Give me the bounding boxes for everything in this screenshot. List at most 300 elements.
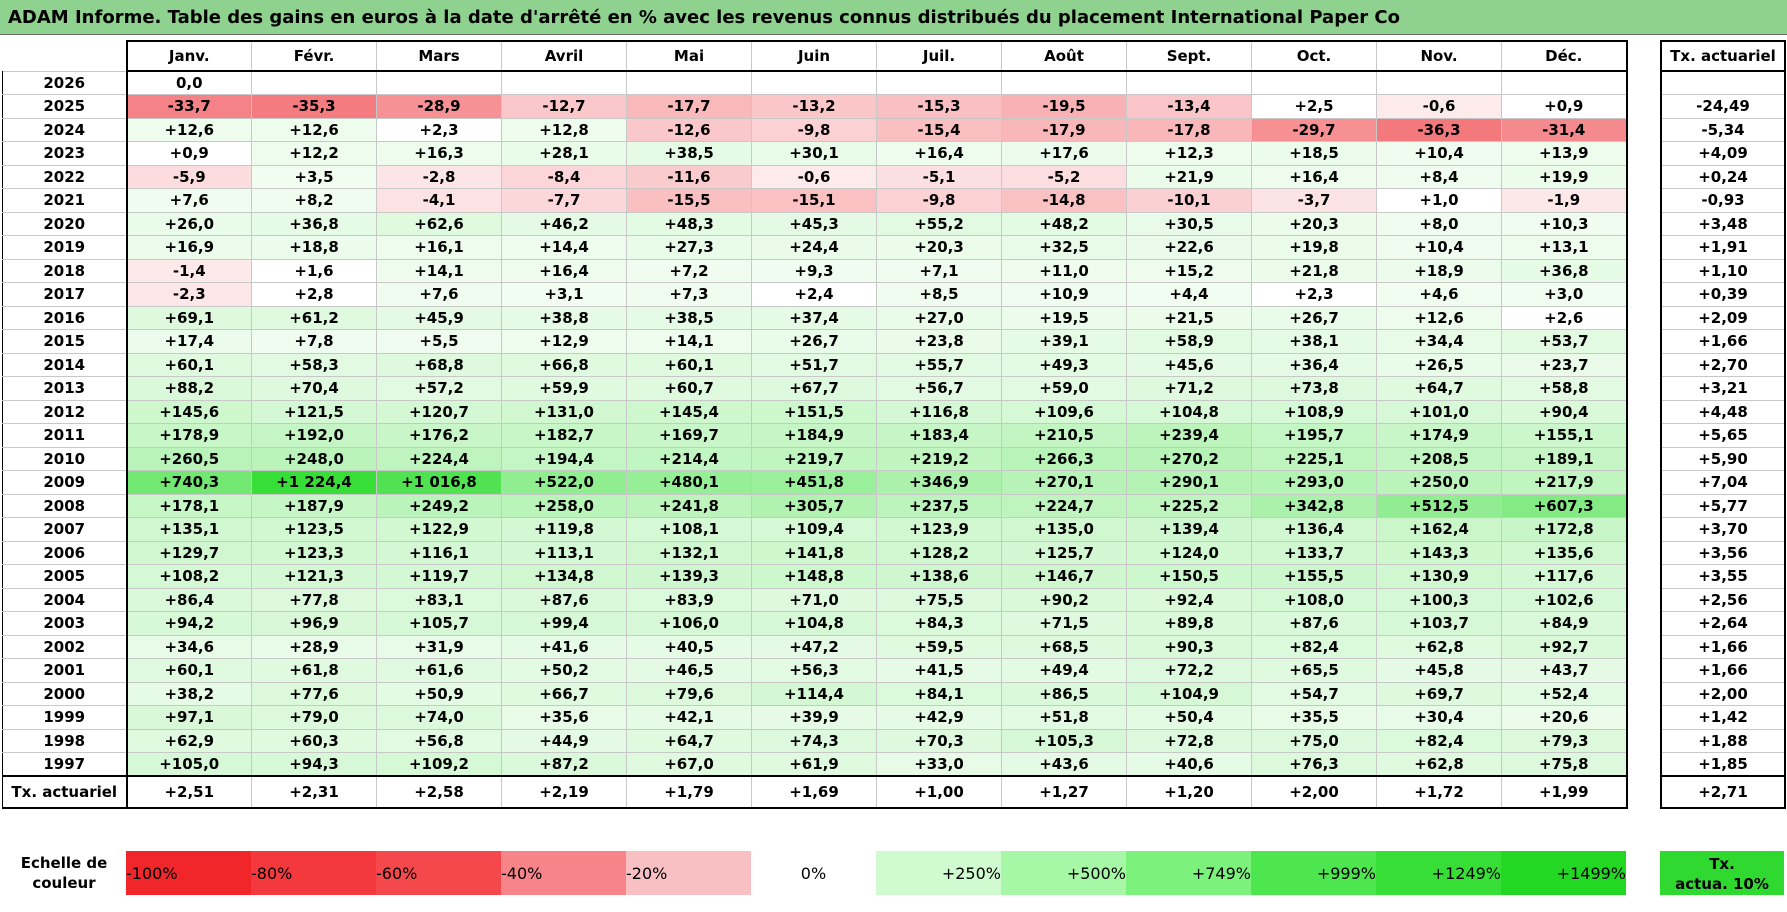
tx-actuariel-cell: +0,24	[1661, 165, 1785, 189]
gain-cell: +60,1	[127, 659, 252, 683]
tx-actuariel-cell: +0,39	[1661, 283, 1785, 307]
footer-tx-cell: +1,27	[1002, 776, 1127, 808]
gain-cell: +30,4	[1377, 706, 1502, 730]
year-label: 2002	[3, 635, 127, 659]
gain-cell	[877, 71, 1002, 95]
gain-cell: +94,3	[252, 753, 377, 777]
gain-cell: 0,0	[127, 71, 252, 95]
gain-cell: +59,5	[877, 635, 1002, 659]
table-row	[3, 682, 1627, 706]
gain-cell	[1127, 71, 1252, 95]
gain-cell: +45,6	[1127, 353, 1252, 377]
gain-cell: +178,9	[127, 424, 252, 448]
gain-cell: +28,1	[502, 142, 627, 166]
gain-cell: +13,1	[1502, 236, 1627, 260]
gain-cell: +178,1	[127, 494, 252, 518]
month-header: Mai	[627, 41, 752, 71]
legend-tx-line1: Tx.	[1709, 855, 1735, 873]
gain-cell: +62,9	[127, 729, 252, 753]
tx-actuariel-cell: +3,48	[1661, 212, 1785, 236]
table-row	[3, 259, 1627, 283]
gain-cell	[1502, 71, 1627, 95]
gain-cell: +41,5	[877, 659, 1002, 683]
color-scale-legend	[2, 851, 1626, 895]
gain-cell: +62,8	[1377, 635, 1502, 659]
gain-cell: -29,7	[1252, 118, 1377, 142]
gain-cell: +60,1	[127, 353, 252, 377]
gain-cell: +60,7	[627, 377, 752, 401]
gain-cell: +33,0	[877, 753, 1002, 777]
gain-cell: +121,5	[252, 400, 377, 424]
gain-cell: +87,2	[502, 753, 627, 777]
gain-cell: -10,1	[1127, 189, 1252, 213]
gain-cell: +740,3	[127, 471, 252, 495]
gain-cell: +68,5	[1002, 635, 1127, 659]
year-label: 2017	[3, 283, 127, 307]
gain-cell: +66,7	[502, 682, 627, 706]
gain-cell: +19,9	[1502, 165, 1627, 189]
gain-cell: +90,3	[1127, 635, 1252, 659]
gain-cell: +512,5	[1377, 494, 1502, 518]
gain-cell: +3,0	[1502, 283, 1627, 307]
gain-cell: +119,7	[377, 565, 502, 589]
gain-cell: +195,7	[1252, 424, 1377, 448]
gain-cell	[1252, 71, 1377, 95]
year-label: 2016	[3, 306, 127, 330]
gain-cell: +45,8	[1377, 659, 1502, 683]
gain-cell: +36,8	[252, 212, 377, 236]
gain-cell: +64,7	[627, 729, 752, 753]
gain-cell: +136,4	[1252, 518, 1377, 542]
gain-cell: +9,3	[752, 259, 877, 283]
gain-cell: +21,8	[1252, 259, 1377, 283]
gain-cell: +44,9	[502, 729, 627, 753]
gain-cell: +2,8	[252, 283, 377, 307]
gain-cell: +219,7	[752, 447, 877, 471]
color-scale-step: -60%	[376, 851, 501, 895]
gain-cell: +18,9	[1377, 259, 1502, 283]
gain-cell: +12,6	[127, 118, 252, 142]
gain-cell: +208,5	[1377, 447, 1502, 471]
gain-cell: +217,9	[1502, 471, 1627, 495]
year-label: 2025	[3, 95, 127, 119]
gain-cell: +56,8	[377, 729, 502, 753]
gain-cell: +17,4	[127, 330, 252, 354]
gain-cell: +84,3	[877, 612, 1002, 636]
gain-cell: +139,4	[1127, 518, 1252, 542]
gain-cell: +121,3	[252, 565, 377, 589]
gain-cell: -15,5	[627, 189, 752, 213]
month-header: Juil.	[877, 41, 1002, 71]
gain-cell: +105,7	[377, 612, 502, 636]
gain-cell: +43,6	[1002, 753, 1127, 777]
gain-cell: +35,5	[1252, 706, 1377, 730]
gain-cell: +39,1	[1002, 330, 1127, 354]
gain-cell: -17,9	[1002, 118, 1127, 142]
gain-cell: -1,4	[127, 259, 252, 283]
table-row	[3, 142, 1627, 166]
gain-cell: +86,4	[127, 588, 252, 612]
color-scale-step: -80%	[251, 851, 376, 895]
gain-cell: +266,3	[1002, 447, 1127, 471]
gain-cell: +7,6	[377, 283, 502, 307]
year-label: 2003	[3, 612, 127, 636]
gain-cell: +41,6	[502, 635, 627, 659]
tx-actuariel-cell: +1,66	[1661, 330, 1785, 354]
footer-tx-cell: +2,19	[502, 776, 627, 808]
tx-actuariel-cell: +2,00	[1661, 682, 1785, 706]
color-scale-step: -20%	[626, 851, 751, 895]
gain-cell: +74,3	[752, 729, 877, 753]
gain-cell: +210,5	[1002, 424, 1127, 448]
gain-cell: +1,0	[1377, 189, 1502, 213]
gain-cell: +75,0	[1252, 729, 1377, 753]
gain-cell: +54,7	[1252, 682, 1377, 706]
gain-cell: +184,9	[752, 424, 877, 448]
gain-cell: +16,4	[877, 142, 1002, 166]
table-row	[3, 165, 1627, 189]
gain-cell: -7,7	[502, 189, 627, 213]
gain-cell: +46,5	[627, 659, 752, 683]
color-scale-step: +500%	[1001, 851, 1126, 895]
gain-cell: +10,4	[1377, 142, 1502, 166]
footer-tx-cell: +2,00	[1252, 776, 1377, 808]
gain-cell: -3,7	[1252, 189, 1377, 213]
gain-cell: +183,4	[877, 424, 1002, 448]
gain-cell: +47,2	[752, 635, 877, 659]
gain-cell: +346,9	[877, 471, 1002, 495]
gain-cell: +34,6	[127, 635, 252, 659]
gain-cell: +174,9	[1377, 424, 1502, 448]
gain-cell: +23,8	[877, 330, 1002, 354]
year-label: 2015	[3, 330, 127, 354]
color-scale-step: 0%	[751, 851, 876, 895]
tx-actuariel-cell	[1661, 71, 1785, 95]
table-row	[3, 706, 1627, 730]
gain-cell: +50,4	[1127, 706, 1252, 730]
gain-cell: +270,1	[1002, 471, 1127, 495]
gain-cell: +3,1	[502, 283, 627, 307]
table-row	[3, 424, 1627, 448]
gain-cell: +10,9	[1002, 283, 1127, 307]
gain-cell: -15,4	[877, 118, 1002, 142]
gain-cell: -36,3	[1377, 118, 1502, 142]
gain-cell: +86,5	[1002, 682, 1127, 706]
gain-cell: +176,2	[377, 424, 502, 448]
tx-actuariel-cell: +5,77	[1661, 494, 1785, 518]
gain-cell: +103,7	[1377, 612, 1502, 636]
color-scale-step: -100%	[126, 851, 251, 895]
gain-cell: +108,2	[127, 565, 252, 589]
gain-cell: +16,1	[377, 236, 502, 260]
gain-cell: +56,3	[752, 659, 877, 683]
gain-cell: +38,2	[127, 682, 252, 706]
gain-cell: +123,3	[252, 541, 377, 565]
gain-cell: +61,2	[252, 306, 377, 330]
gain-cell: +55,7	[877, 353, 1002, 377]
gain-cell: +241,8	[627, 494, 752, 518]
gain-cell: +39,9	[752, 706, 877, 730]
gain-cell: +90,2	[1002, 588, 1127, 612]
gain-cell: +89,8	[1127, 612, 1252, 636]
gain-cell: +12,3	[1127, 142, 1252, 166]
footer-tx-cell: +1,20	[1127, 776, 1252, 808]
gain-cell: +32,5	[1002, 236, 1127, 260]
gain-cell	[752, 71, 877, 95]
gain-cell: +60,1	[627, 353, 752, 377]
gain-cell: +187,9	[252, 494, 377, 518]
gain-cell: +104,8	[752, 612, 877, 636]
gain-cell: +94,2	[127, 612, 252, 636]
gain-cell: +40,5	[627, 635, 752, 659]
gain-cell: +67,7	[752, 377, 877, 401]
gain-cell: +270,2	[1127, 447, 1252, 471]
footer-tx-cell: +1,00	[877, 776, 1002, 808]
gain-cell: +12,8	[502, 118, 627, 142]
gain-cell: -8,4	[502, 165, 627, 189]
gain-cell: +451,8	[752, 471, 877, 495]
gain-cell: +61,9	[752, 753, 877, 777]
gain-cell: -2,8	[377, 165, 502, 189]
gain-cell: -14,8	[1002, 189, 1127, 213]
gain-cell: +224,7	[1002, 494, 1127, 518]
footer-tx-cell: +1,79	[627, 776, 752, 808]
gain-cell: +117,6	[1502, 565, 1627, 589]
gain-cell: +55,2	[877, 212, 1002, 236]
table-row	[3, 588, 1627, 612]
gain-cell: -0,6	[1377, 95, 1502, 119]
gain-cell: +10,4	[1377, 236, 1502, 260]
month-header: Févr.	[252, 41, 377, 71]
table-row	[3, 71, 1627, 95]
gain-cell: +26,0	[127, 212, 252, 236]
gain-cell: +20,6	[1502, 706, 1627, 730]
gain-cell: +20,3	[877, 236, 1002, 260]
gain-cell: +148,8	[752, 565, 877, 589]
gain-cell: -12,6	[627, 118, 752, 142]
gain-cell: -4,1	[377, 189, 502, 213]
gain-cell: +7,1	[877, 259, 1002, 283]
gain-cell: +96,9	[252, 612, 377, 636]
gain-cell: +82,4	[1377, 729, 1502, 753]
year-label: 1999	[3, 706, 127, 730]
gain-cell: +16,4	[1252, 165, 1377, 189]
gain-cell: +88,2	[127, 377, 252, 401]
color-scale-step: +1249%	[1376, 851, 1501, 895]
table-row	[3, 189, 1627, 213]
month-header: Avril	[502, 41, 627, 71]
gain-cell: +22,6	[1127, 236, 1252, 260]
gain-cell: +305,7	[752, 494, 877, 518]
gain-cell: +71,5	[1002, 612, 1127, 636]
month-header: Sept.	[1127, 41, 1252, 71]
gain-cell: +92,7	[1502, 635, 1627, 659]
gain-cell: +120,7	[377, 400, 502, 424]
month-header: Nov.	[1377, 41, 1502, 71]
gain-cell: +189,1	[1502, 447, 1627, 471]
gain-cell: +61,8	[252, 659, 377, 683]
gain-cell: +119,8	[502, 518, 627, 542]
year-label: 2006	[3, 541, 127, 565]
gain-cell: +49,3	[1002, 353, 1127, 377]
gain-cell: +67,0	[627, 753, 752, 777]
gain-cell: +3,5	[252, 165, 377, 189]
gain-cell: +104,9	[1127, 682, 1252, 706]
gain-cell: +145,6	[127, 400, 252, 424]
gain-cell: +131,0	[502, 400, 627, 424]
gain-cell: +116,8	[877, 400, 1002, 424]
gain-cell: +43,7	[1502, 659, 1627, 683]
footer-tx-cell: +2,51	[127, 776, 252, 808]
gain-cell: +151,5	[752, 400, 877, 424]
gain-cell: +192,0	[252, 424, 377, 448]
table-row	[3, 659, 1627, 683]
gain-cell: +128,2	[877, 541, 1002, 565]
gain-cell: +92,4	[1127, 588, 1252, 612]
footer-label: Tx. actuariel	[3, 776, 127, 808]
gain-cell: +36,8	[1502, 259, 1627, 283]
gain-cell: +133,7	[1252, 541, 1377, 565]
gain-cell: +99,4	[502, 612, 627, 636]
year-label: 2022	[3, 165, 127, 189]
gain-cell: +87,6	[502, 588, 627, 612]
table-row	[3, 729, 1627, 753]
month-header: Août	[1002, 41, 1127, 71]
gain-cell: +239,4	[1127, 424, 1252, 448]
gain-cell: +17,6	[1002, 142, 1127, 166]
footer-row	[3, 776, 1627, 808]
gain-cell: +237,5	[877, 494, 1002, 518]
gain-cell: +71,2	[1127, 377, 1252, 401]
gain-cell: +114,4	[752, 682, 877, 706]
gain-cell: +1,6	[252, 259, 377, 283]
gain-cell: +480,1	[627, 471, 752, 495]
gain-cell: +19,5	[1002, 306, 1127, 330]
gain-cell: +141,8	[752, 541, 877, 565]
gain-cell: +105,3	[1002, 729, 1127, 753]
color-scale-step: -40%	[501, 851, 626, 895]
year-label: 2023	[3, 142, 127, 166]
gain-cell: +5,5	[377, 330, 502, 354]
gain-cell: +58,8	[1502, 377, 1627, 401]
gain-cell: +109,2	[377, 753, 502, 777]
gain-cell: -5,2	[1002, 165, 1127, 189]
gain-cell: +100,3	[1377, 588, 1502, 612]
gain-cell: +16,4	[502, 259, 627, 283]
gain-cell: +76,3	[1252, 753, 1377, 777]
gain-cell: +21,5	[1127, 306, 1252, 330]
gain-cell: +124,0	[1127, 541, 1252, 565]
gain-cell: +342,8	[1252, 494, 1377, 518]
gain-cell: +2,6	[1502, 306, 1627, 330]
gain-cell: +290,1	[1127, 471, 1252, 495]
gain-cell: -33,7	[127, 95, 252, 119]
year-label: 2010	[3, 447, 127, 471]
gain-cell: -12,7	[502, 95, 627, 119]
gain-cell: +194,4	[502, 447, 627, 471]
gain-cell: +61,6	[377, 659, 502, 683]
gain-cell: +70,3	[877, 729, 1002, 753]
table-row	[3, 635, 1627, 659]
gain-cell: +57,2	[377, 377, 502, 401]
table-row	[3, 565, 1627, 589]
gain-cell: +113,1	[502, 541, 627, 565]
gain-cell: +70,4	[252, 377, 377, 401]
gain-cell: +155,1	[1502, 424, 1627, 448]
gain-cell: +59,0	[1002, 377, 1127, 401]
gain-cell: +11,0	[1002, 259, 1127, 283]
gain-cell: +169,7	[627, 424, 752, 448]
year-label: 2018	[3, 259, 127, 283]
gain-cell: +26,5	[1377, 353, 1502, 377]
gain-cell: +49,4	[1002, 659, 1127, 683]
gain-cell: +27,0	[877, 306, 1002, 330]
color-scale-step: +250%	[876, 851, 1001, 895]
gain-cell: +2,5	[1252, 95, 1377, 119]
gain-cell: +7,6	[127, 189, 252, 213]
table-row	[3, 400, 1627, 424]
gain-cell: +607,3	[1502, 494, 1627, 518]
gain-cell: +249,2	[377, 494, 502, 518]
gain-cell: +82,4	[1252, 635, 1377, 659]
color-scale-label	[2, 851, 126, 895]
gain-cell: +135,1	[127, 518, 252, 542]
table-row	[3, 541, 1627, 565]
table-row	[3, 753, 1627, 777]
gain-cell: +45,9	[377, 306, 502, 330]
gain-cell: +109,4	[752, 518, 877, 542]
gain-cell: +79,0	[252, 706, 377, 730]
gain-cell: +1 224,4	[252, 471, 377, 495]
gain-cell: -2,3	[127, 283, 252, 307]
tx-actuariel-cell: +4,48	[1661, 400, 1785, 424]
tx-actuariel-cell: +3,70	[1661, 518, 1785, 542]
gain-cell: +250,0	[1377, 471, 1502, 495]
gain-cell: +123,5	[252, 518, 377, 542]
footer-tx-total: +2,71	[1661, 776, 1785, 808]
gain-cell: +125,7	[1002, 541, 1127, 565]
gain-cell: -9,8	[752, 118, 877, 142]
gain-cell: +36,4	[1252, 353, 1377, 377]
gain-cell: +73,8	[1252, 377, 1377, 401]
gain-cell: +16,3	[377, 142, 502, 166]
gain-cell: +20,3	[1252, 212, 1377, 236]
gain-cell	[502, 71, 627, 95]
gain-cell: +69,7	[1377, 682, 1502, 706]
page-title: ADAM Informe. Table des gains en euros à la date d'arrêté en % avec les revenus connus distribués du placement International Paper Co	[0, 0, 1787, 35]
table-row	[3, 118, 1627, 142]
gain-cell: +14,1	[627, 330, 752, 354]
tx-actuariel-cell: -24,49	[1661, 95, 1785, 119]
gain-cell: +50,9	[377, 682, 502, 706]
gain-cell: +12,6	[1377, 306, 1502, 330]
gain-cell: -11,6	[627, 165, 752, 189]
gain-cell: +62,8	[1377, 753, 1502, 777]
tx-actuariel-cell: +1,88	[1661, 729, 1785, 753]
gain-cell	[377, 71, 502, 95]
year-label: 2014	[3, 353, 127, 377]
year-label: 2012	[3, 400, 127, 424]
table-row	[3, 330, 1627, 354]
gain-cell: +1 016,8	[377, 471, 502, 495]
table-row	[3, 612, 1627, 636]
year-label: 2005	[3, 565, 127, 589]
gain-cell: +12,2	[252, 142, 377, 166]
gain-cell: +52,4	[1502, 682, 1627, 706]
color-scale-step: +749%	[1126, 851, 1251, 895]
year-label: 2020	[3, 212, 127, 236]
year-label: 2000	[3, 682, 127, 706]
